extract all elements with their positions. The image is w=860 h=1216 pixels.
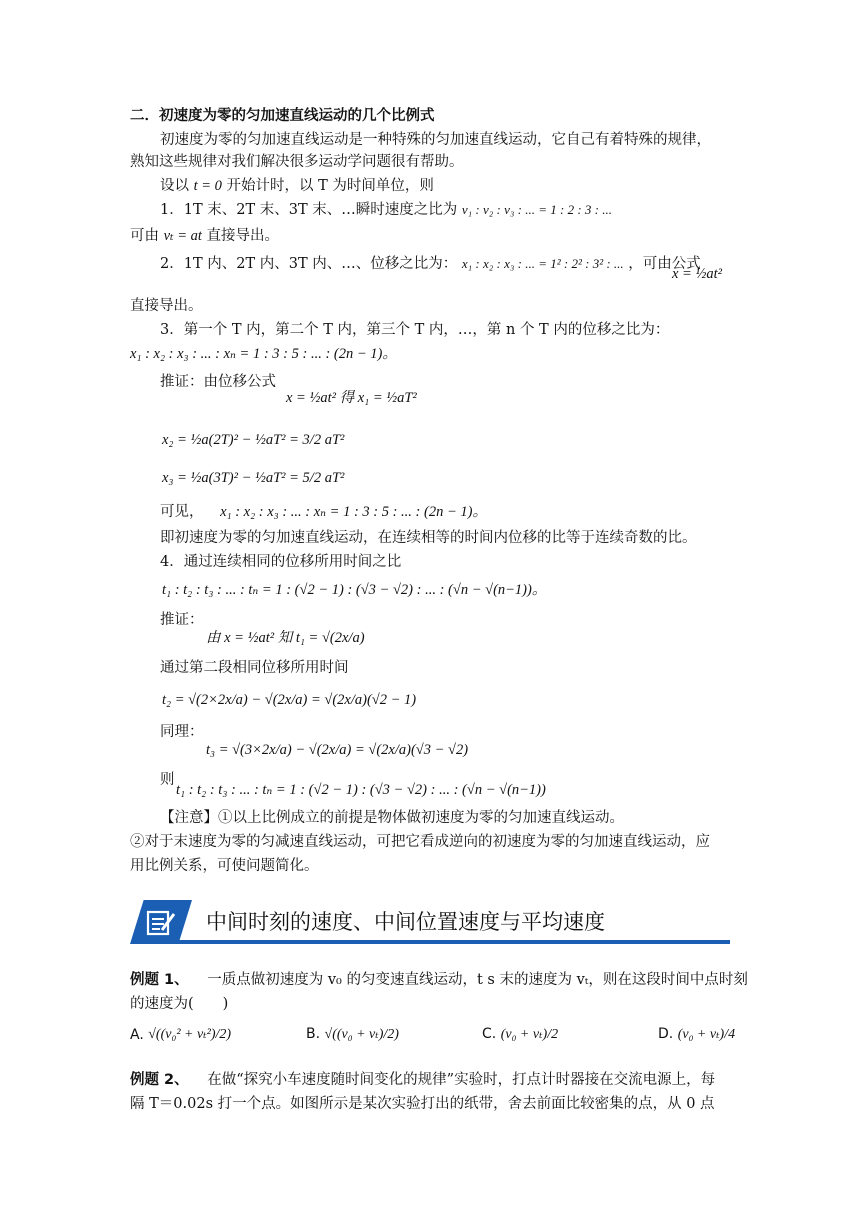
example-1-text-a: 一质点做初速度为 v₀ 的匀变速直线运动，t s 末的速度为 vₜ，则在这段时间中点时刻 (207, 972, 748, 988)
option-a-expr: √((v₀² + vₜ²)/2) (148, 1027, 232, 1042)
setup-text-b: 开始计时，以 T 为时间单位，则 (226, 178, 434, 194)
proof-4-eq-1: 由 x = ½at² 知 t₁ = √(2x/a) (206, 630, 365, 646)
example-1-line-1 (130, 970, 748, 990)
option-c-expr: (v₀ + vₜ)/2 (500, 1027, 559, 1042)
proof-4-same: 同理： (160, 724, 204, 740)
setup-expr: t = 0 (193, 178, 222, 194)
item-1-expr: v₁ : v₂ : v₃ : ... = 1 : 2 : 3 : ... (461, 202, 612, 217)
item-2 (160, 254, 701, 274)
proof-4-eq-3: t₃ = √(3×2x/a) − √(2x/a) = √(2x/a)(√3 − √2) (206, 742, 469, 758)
proof-3-conclude-label: 可见， (160, 504, 204, 520)
option-b-expr: √((v₀ + vₜ)/2) (324, 1027, 399, 1042)
proof-4-label: 推证： (160, 612, 204, 628)
item-4-expr: t₁ : t₂ : t₃ : ... : tₙ = 1 : (√2 − 1) : (√3 − √2) : ... : (√n − √(n−1))。 (162, 582, 547, 598)
item-1-derive-expr: vₜ = at (163, 228, 202, 244)
option-d-expr: (v₀ + vₜ)/4 (677, 1027, 736, 1042)
proof-4-eq-2: t₂ = √(2×2x/a) − √(2x/a) = √(2x/a)(√2 − 1) (162, 692, 417, 708)
option-d[interactable] (658, 1026, 735, 1043)
option-c[interactable] (482, 1026, 558, 1043)
example-1-label: 例题 1、 (130, 972, 189, 988)
item-2-text: 2．1T 内、2T 内、3T 内、…、位移之比为： (160, 256, 458, 272)
option-a[interactable] (130, 1026, 231, 1043)
banner-title: 中间时刻的速度、中间位置速度与平均速度 (206, 910, 605, 934)
item-3-text: 3．第一个 T 内，第二个 T 内，第三个 T 内，…，第 n 个 T 内的位移之比为： (160, 322, 670, 338)
example-2-line-1 (130, 1070, 715, 1090)
proof-3-eq-1: x = ½at² 得 x₁ = ½aT² (286, 390, 417, 406)
section-banner (130, 898, 730, 948)
item-2-formula: x = ½at² (672, 266, 722, 282)
example-1-line-2: 的速度为( ) (130, 996, 229, 1012)
note-2-line-1: ②对于末速度为零的匀减速直线运动，可把它看成逆向的初速度为零的匀加速直线运动，应 (130, 834, 710, 850)
proof-3-conclude-expr: x₁ : x₂ : x₃ : ... : xₙ = 1 : 3 : 5 : ... : (2n − 1)。 (220, 504, 487, 520)
item-3-summary: 即初速度为零的匀加速直线运动，在连续相等的时间内位移的比等于连续奇数的比。 (160, 530, 697, 546)
proof-4-second: 通过第二段相同位移所用时间 (160, 660, 349, 676)
item-3-expr: x₁ : x₂ : x₃ : ... : xₙ = 1 : 3 : 5 : ... : (2n − 1)。 (130, 346, 397, 362)
item-1 (160, 200, 612, 220)
section-heading: 二．初速度为零的匀加速直线运动的几个比例式 (130, 107, 435, 124)
item-1-derive-b: 直接导出。 (206, 228, 280, 244)
item-4-text: 4．通过连续相同的位移所用时间之比 (160, 554, 402, 570)
proof-3-conclusion (160, 502, 487, 522)
example-2-line-2: 隔 T＝0.02s 打一个点。如图所示是某次实验打出的纸带，舍去前面比较密集的点，从 0 点 (130, 1096, 715, 1112)
item-2-derive: 直接导出。 (130, 298, 203, 314)
item-1-derive-a: 可由 (130, 228, 159, 244)
setup-line (160, 176, 434, 196)
notepad-pencil-icon (144, 908, 178, 938)
proof-4-then: 则 (160, 772, 175, 788)
option-b[interactable] (306, 1026, 399, 1043)
item-1-text: 1．1T 末、2T 末、3T 末、…瞬时速度之比为 (160, 202, 458, 218)
example-2-text-a: 在做“探究小车速度随时间变化的规律”实验时，打点计时器接在交流电源上，每 (207, 1072, 716, 1088)
item-2-expr: x₁ : x₂ : x₃ : ... = 1² : 2² : 3² : ... (461, 256, 624, 271)
banner-underline (140, 940, 730, 944)
note-1: 【注意】①以上比例成立的前提是物体做初速度为零的匀加速直线运动。 (160, 810, 624, 826)
setup-text-a: 设以 (160, 178, 189, 194)
proof-3-eq-3: x₃ = ½a(3T)² − ½aT² = 5/2 aT² (162, 470, 345, 486)
proof-3-label: 推证：由位移公式 (160, 374, 276, 390)
note-2-line-2: 用比例关系，可使问题简化。 (130, 858, 319, 874)
example-2-label: 例题 2、 (130, 1072, 189, 1088)
option-c-label: C. (482, 1026, 497, 1042)
option-b-label: B. (306, 1026, 321, 1042)
proof-4-eq-4: t₁ : t₂ : t₃ : ... : tₙ = 1 : (√2 − 1) : (√3 − √2) : ... : (√n − √(n−1)) (176, 782, 546, 798)
intro-paragraph-line-2: 熟知这些规律对我们解决很多运动学问题很有帮助。 (130, 154, 464, 170)
proof-3-eq-2: x₂ = ½a(2T)² − ½aT² = 3/2 aT² (162, 432, 345, 448)
item-1-derive (130, 226, 279, 246)
intro-paragraph-line-1: 初速度为零的匀加速直线运动是一种特殊的匀加速直线运动，它自己有着特殊的规律， (160, 132, 711, 148)
option-d-label: D. (658, 1026, 674, 1042)
option-a-label: A. (130, 1027, 144, 1043)
item-2-tail: ，可由公式 (628, 256, 701, 272)
